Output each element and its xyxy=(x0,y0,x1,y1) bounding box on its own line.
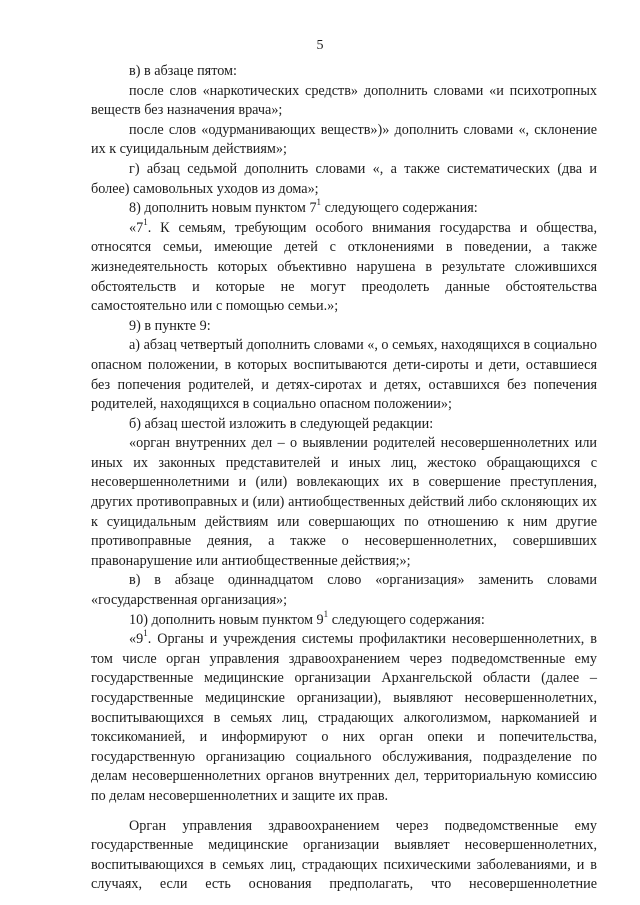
paragraph-new-7-1-start: «7 xyxy=(129,219,144,236)
paragraph-organ-vnutrennih-del: «орган внутренних дел – о выявлении родителей несовершеннолетних или иных их законных представителей и иных лиц, жестоко обращающихся с несовершеннолетними и (или) вовлекающих их в совершение преступления, других противоправных и (или) антиобщественных действий либо склоняющих их к суицидальным действиям или совершающих по отношению к ним другие противоправные деяния, а также о несовершеннолетних, совершивших правонарушение или антиобщественные действия;»; xyxy=(91,435,597,569)
paragraph-odurmanivayushih-veshestv: после слов «одурманивающих веществ»)» дополнить словами «, склонение их к суицидальным действиям»; xyxy=(91,121,597,158)
paragraph-a-abzac-chetvertyi: а) абзац четвертый дополнить словами «, о семьях, находящихся в социально опасном положении, в которых воспитываются дети-сироты и дети, оставшиеся без попечения родителей, и детях-сиротах и детях, оставшихся без попечения родителей, находящихся в социально опасном положении»; xyxy=(91,337,597,413)
superscript: 1 xyxy=(143,628,148,639)
paragraph-organ-upravleniya: Орган управления здравоохранением через подведомственные ему государственные медицинские организации выявляет несовершеннолетних, воспитывающихся в семьях лиц, страдающих психическими заболеваниями, и в случаях, если есть основания предполагать, что несовершеннолетние xyxy=(91,817,597,893)
page-number: 5 xyxy=(316,38,324,53)
superscript: 1 xyxy=(143,217,148,228)
paragraph-v-abzac-pyatyi: в) в абзаце пятом: xyxy=(129,63,237,79)
paragraph-punkt-8-end: следующего содержания: xyxy=(321,200,478,217)
superscript: 1 xyxy=(316,197,322,208)
paragraph-g-abzac-sedmoi: г) абзац седьмой дополнить словами «, а также систематических (два и более) самовольных уходов из дома»; xyxy=(91,160,597,197)
paragraph-punkt-10 xyxy=(91,608,597,631)
paragraph-new-7-1 xyxy=(91,219,597,317)
paragraph-punkt-8 xyxy=(91,199,597,219)
paragraph-b-abzac-shestoi: б) абзац шестой изложить в следующей редакции: xyxy=(129,415,434,432)
superscript: 1 xyxy=(323,608,329,619)
paragraph-new-7-1-body: . К семьям, требующим особого внимания государства и общества, относятся семьи, имеющие детей с отклонениями в поведении, а также жизнедеятельность которых объективно нарушена в результате сложившихся обстоятельств и которые не могут преодолеть данные обстоятельства самостоятельно или с помощью семьи.»; xyxy=(91,219,597,315)
paragraph-punkt-9: 9) в пункте 9: xyxy=(129,317,211,334)
paragraph-punkt-10-end: следующего содержания: xyxy=(328,611,485,628)
paragraph-punkt-10-start: 10) дополнить новым пунктом 9 xyxy=(129,611,324,628)
paragraph-punkt-8-start: 8) дополнить новым пунктом 7 xyxy=(129,200,317,217)
paragraph-new-9-1-start: «9 xyxy=(129,631,144,648)
paragraph-narkoticheskih-sredstv: после слов «наркотических средств» дополнить словами «и психотропных веществ без назначения врача»; xyxy=(91,82,597,119)
paragraph-new-9-1-body: . Органы и учреждения системы профилактики несовершеннолетних, в том числе орган управления здравоохранением через подведомственные ему государственные медицинские организации Архангельской области (далее – государственные медицинские организации), выявляют несовершеннолетних, воспитывающихся в семьях лиц, страдающих алкоголизмом, наркоманией и токсикоманией, и информируют о них орган опеки и попечительства, государственную организацию социального обслуживания, подразделение по делам несовершеннолетних органов внутренних дел, территориальную комиссию по делам несовершеннолетних и защите их прав. xyxy=(91,631,597,804)
paragraph-new-9-1 xyxy=(91,630,597,806)
paragraph-v-abzac-odinnadcatyi: в) в абзаце одиннадцатом слово «организация» заменить словами «государственная организация»; xyxy=(91,572,597,609)
document-body xyxy=(91,62,597,895)
